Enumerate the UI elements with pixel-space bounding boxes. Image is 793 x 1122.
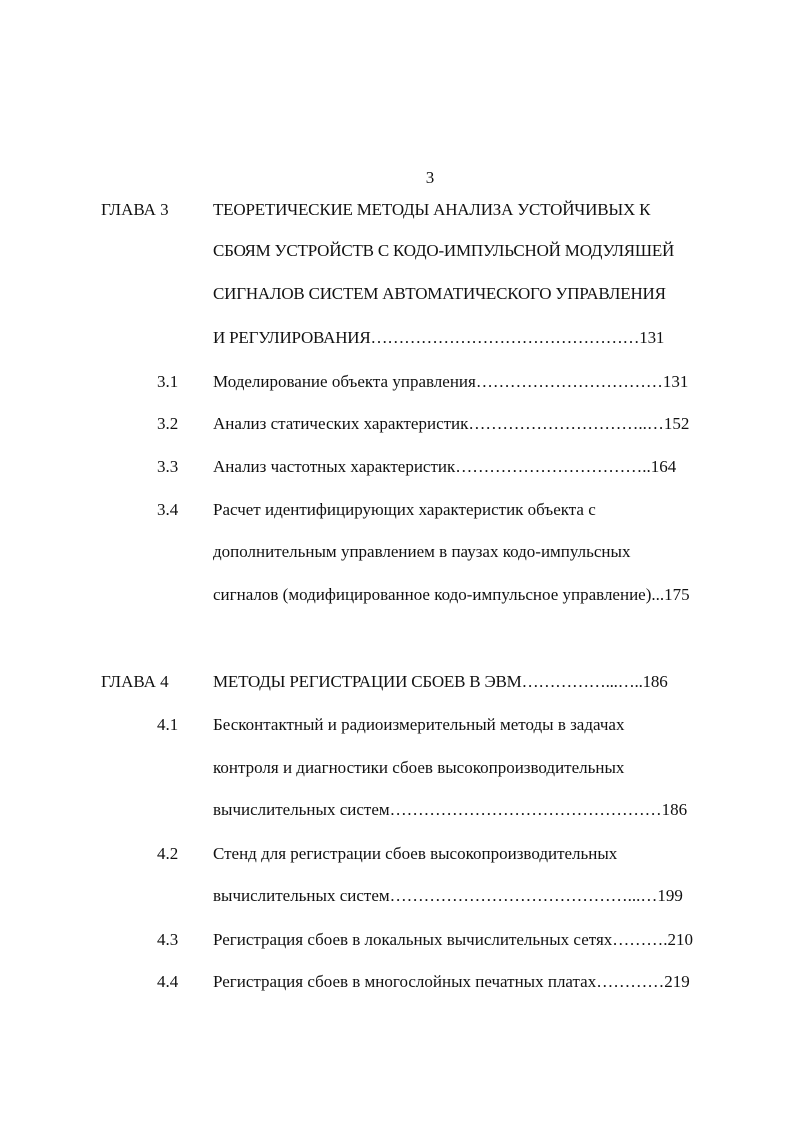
section-3-4-title-line-1: Расчет идентифицирующих характеристик объекта с bbox=[213, 500, 596, 519]
section-4-1-number: 4.1 bbox=[157, 715, 179, 734]
section-4-4-title: Регистрация сбоев в многослойных печатных платах…………219 bbox=[213, 972, 690, 991]
section-3-1-title: Моделирование объекта управления……………………………131 bbox=[213, 372, 689, 391]
section-4-3-title: Регистрация сбоев в локальных вычислительных сетях……….210 bbox=[213, 930, 694, 949]
chapter-3-title-line-4: И РЕГУЛИРОВАНИЯ…………………………………………131 bbox=[213, 328, 665, 347]
chapter-3-label: ГЛАВА 3 bbox=[101, 200, 169, 219]
section-4-2-number: 4.2 bbox=[157, 844, 179, 863]
section-4-3-number: 4.3 bbox=[157, 930, 179, 949]
section-4-1-title-line-3: вычислительных систем…………………………………………186 bbox=[213, 800, 688, 819]
section-3-4-number: 3.4 bbox=[157, 500, 179, 519]
section-3-3-number: 3.3 bbox=[157, 457, 179, 476]
page-number: 3 bbox=[425, 168, 435, 187]
section-3-2-number: 3.2 bbox=[157, 414, 179, 433]
section-3-2-title: Анализ статических характеристик…………………………..…152 bbox=[213, 414, 690, 433]
section-4-1-title-line-2: контроля и диагностики сбоев высокопроизводительных bbox=[213, 758, 625, 777]
section-3-1-number: 3.1 bbox=[157, 372, 179, 391]
chapter-4-title: МЕТОДЫ РЕГИСТРАЦИИ СБОЕВ В ЭВМ……………...…..186 bbox=[213, 672, 668, 691]
chapter-3-title-line-3: СИГНАЛОВ СИСТЕМ АВТОМАТИЧЕСКОГО УПРАВЛЕНИЯ bbox=[213, 284, 666, 303]
section-3-3-title: Анализ частотных характеристик……………………………..164 bbox=[213, 457, 677, 476]
section-3-4-title-line-2: дополнительным управлением в паузах кодо-импульсных bbox=[213, 542, 631, 561]
section-4-4-number: 4.4 bbox=[157, 972, 179, 991]
section-4-2-title-line-2: вычислительных систем……………………………………...…199 bbox=[213, 886, 683, 905]
chapter-3-title-line-1: ТЕОРЕТИЧЕСКИЕ МЕТОДЫ АНАЛИЗА УСТОЙЧИВЫХ К bbox=[213, 200, 651, 219]
section-4-1-title-line-1: Бесконтактный и радиоизмерительный методы в задачах bbox=[213, 715, 625, 734]
chapter-4-label: ГЛАВА 4 bbox=[101, 672, 169, 691]
section-4-2-title-line-1: Стенд для регистрации сбоев высокопроизводительных bbox=[213, 844, 618, 863]
section-3-4-title-line-3: сигналов (модифицированное кодо-импульсное управление)...175 bbox=[213, 585, 690, 604]
chapter-3-title-line-2: СБОЯМ УСТРОЙСТВ С КОДО-ИМПУЛЬСНОЙ МОДУЛЯШЕЙ bbox=[213, 241, 675, 260]
